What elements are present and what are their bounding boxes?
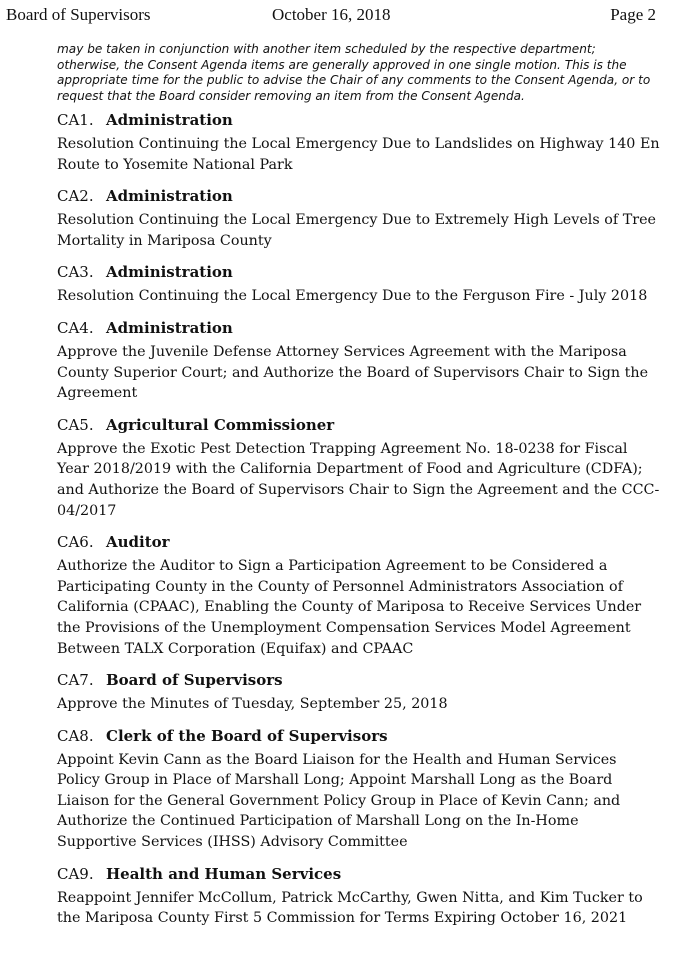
agenda-item-number: CA5. xyxy=(57,415,94,434)
agenda-item-number: CA6. xyxy=(57,533,94,552)
agenda-item-description: Approve the Exotic Pest Detection Trapping Agreement No. 18-0238 for Fiscal Year 2018/2019 with the California Department of Food and Agriculture (CDFA); and Authorize the Board of Supervisors Chair to Sign the Agreement and the CCC-04/2017 xyxy=(57,440,660,519)
agenda-item-number: CA1. xyxy=(57,111,94,129)
agenda-item-heading xyxy=(57,862,662,886)
agenda-item-number: CA2. xyxy=(57,187,94,206)
consent-agenda-list xyxy=(57,108,662,938)
agenda-item-department: Clerk of the Board of Supervisors xyxy=(106,726,388,745)
agenda-item-ca9 xyxy=(57,862,662,929)
agenda-item-department: Auditor xyxy=(106,533,170,552)
agenda-item-heading xyxy=(57,108,662,132)
agenda-item-description: Resolution Continuing the Local Emergency Due to the Ferguson Fire - July 2018 xyxy=(57,288,648,305)
agenda-item-department: Administration xyxy=(106,111,233,129)
agenda-item-number: CA9. xyxy=(57,864,94,883)
agenda-item-heading xyxy=(57,530,662,554)
agenda-item-heading xyxy=(57,724,662,748)
meeting-date: October 16, 2018 xyxy=(272,5,391,24)
agenda-item-ca3 xyxy=(57,260,662,307)
agenda-item-number: CA8. xyxy=(57,726,94,745)
agenda-item-heading xyxy=(57,316,662,340)
agenda-item-description: Approve the Minutes of Tuesday, September 25, 2018 xyxy=(57,696,448,713)
agenda-item-ca1 xyxy=(57,108,662,175)
agenda-item-description: Approve the Juvenile Defense Attorney Services Agreement with the Mariposa County Superior Court; and Authorize the Board of Supervisors Chair to Sign the Agreement xyxy=(57,343,649,402)
agenda-item-department: Administration xyxy=(106,318,233,337)
agenda-item-department: Administration xyxy=(106,263,233,282)
agenda-item-description: Authorize the Auditor to Sign a Participation Agreement to be Considered a Participating County in the County of Personnel Administrators Association of California (CPAAC), Enabling the County of Mariposa to Receive Services Under the Provisions of the Unemployment Compensation Services Model Agreement Between TALX Corporation (Equifax) and CPAAC xyxy=(57,558,642,657)
agenda-item-department: Board of Supervisors xyxy=(106,671,283,690)
agenda-item-description: Reappoint Jennifer McCollum, Patrick McCarthy, Gwen Nitta, and Kim Tucker to the Mariposa County First 5 Commission for Terms Expiring October 16, 2021 xyxy=(57,889,643,927)
agenda-item-ca5 xyxy=(57,413,662,521)
agenda-item-department: Agricultural Commissioner xyxy=(106,415,335,434)
consent-agenda-intro: may be taken in conjunction with another item scheduled by the respective department; otherwise, the Consent Agenda items are generally approved in one single motion. This is the appropriate time for the public to advise the Chair of any comments to the Consent Agenda, or to request that the Board consider removing an item from the Consent Agenda. xyxy=(57,42,651,103)
agenda-item-number: CA4. xyxy=(57,318,94,337)
agenda-item-description: Resolution Continuing the Local Emergency Due to Extremely High Levels of Tree Mortality in Mariposa County xyxy=(57,212,656,249)
agenda-item-heading xyxy=(57,260,662,284)
page-number: Page 2 xyxy=(610,5,656,24)
agenda-item-number: CA7. xyxy=(57,671,94,690)
agenda-item-heading xyxy=(57,184,662,208)
board-name: Board of Supervisors xyxy=(6,5,151,24)
agenda-item-description: Appoint Kevin Cann as the Board Liaison for the Health and Human Services Policy Group in Place of Marshall Long; Appoint Marshall Long as the Board Liaison for the General Government Policy Group in Place of Kevin Cann; and Authorize the Continued Participation of Marshall Long on the In-Home Supportive Services (IHSS) Advisory Committee xyxy=(57,751,621,851)
agenda-item-ca2 xyxy=(57,184,662,251)
page-header xyxy=(6,4,656,26)
agenda-item-department: Health and Human Services xyxy=(106,864,342,883)
agenda-item-ca8 xyxy=(57,724,662,853)
agenda-item-heading xyxy=(57,668,662,692)
agenda-item-ca7 xyxy=(57,668,662,715)
agenda-item-ca4 xyxy=(57,316,662,404)
agenda-item-description: Resolution Continuing the Local Emergency Due to Landslides on Highway 140 En Route to Yosemite National Park xyxy=(57,136,660,173)
agenda-item-department: Administration xyxy=(106,187,233,206)
agenda-item-number: CA3. xyxy=(57,263,94,282)
agenda-item-heading xyxy=(57,413,662,437)
agenda-item-ca6 xyxy=(57,530,662,659)
